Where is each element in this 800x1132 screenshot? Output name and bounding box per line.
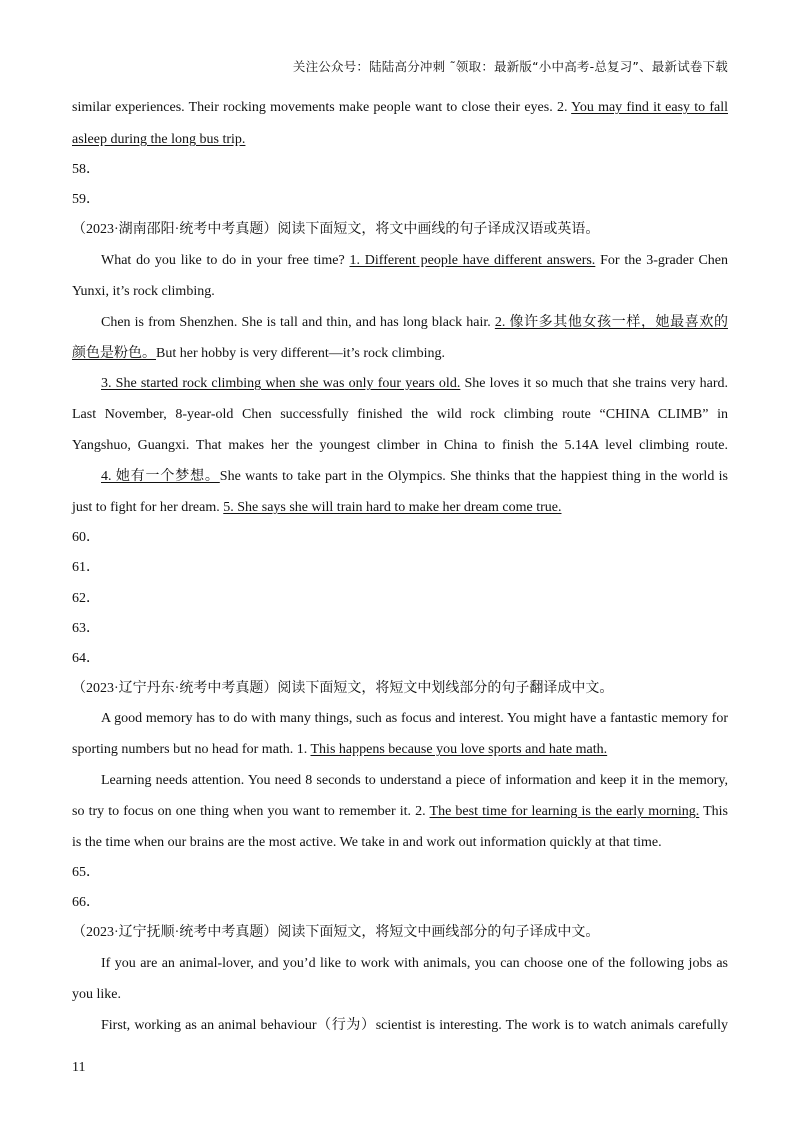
line-text: you like. <box>72 987 121 1002</box>
line-text: Learning needs attention. You need 8 seconds to understand a piece of information and keep it in the memory, <box>101 773 728 788</box>
text-line <box>72 283 728 301</box>
underlined-sentence: The best time for learning is the early morning. <box>429 804 700 819</box>
underlined-sentence: You may find it easy to fall <box>571 100 728 115</box>
line-text: （2023·湖南邵阳·统考中考真题）阅读下面短文，将文中画线的句子译成汉语或英语。 <box>72 222 600 237</box>
text-line <box>72 741 728 759</box>
line-text: similar experiences. Their rocking movements make people want to close their eyes. 2. <box>72 100 572 115</box>
underlined-sentence: 1. Different people have different answers. <box>349 253 596 268</box>
line-text: 60． <box>72 530 100 545</box>
text-line <box>72 620 728 638</box>
text-line <box>72 529 728 547</box>
underlined-sentence: 5. She says she will train hard to make her dream come true. <box>223 500 562 515</box>
text-line <box>101 1017 728 1035</box>
text-line <box>72 161 728 179</box>
line-text: 61． <box>72 560 100 575</box>
text-line <box>72 680 728 698</box>
line-text: 63． <box>72 621 100 636</box>
text-line <box>72 131 728 149</box>
line-text: sporting numbers but no head for math. 1. <box>72 742 311 757</box>
text-line <box>72 590 728 608</box>
text-line <box>72 406 728 424</box>
text-line <box>72 559 728 577</box>
line-text: 65． <box>72 865 100 880</box>
line-text: Yangshuo, Guangxi. That makes her the youngest climber in China to finish the 5.14A level climbing route. <box>72 438 728 453</box>
text-line <box>101 955 728 973</box>
line-text: just to fight for her dream. <box>72 500 224 515</box>
line-text: But her hobby is very different—it’s rock climbing. <box>156 346 446 361</box>
line-text: Yunxi, it’s rock climbing. <box>72 284 215 299</box>
underlined-sentence: 3. She started rock climbing when she was only four years old. <box>101 376 461 391</box>
text-line <box>72 650 728 668</box>
line-text: Last November, 8-year-old Chen successfully finished the wild rock climbing route “CHINA CLIMB” in <box>72 407 728 422</box>
line-text: Chen is from Shenzhen. She is tall and thin, and has long black hair. <box>101 315 495 330</box>
line-text: is the time when our brains are the most active. We take in and work out information quickly at that time. <box>72 835 662 850</box>
line-text: 59． <box>72 192 100 207</box>
text-line <box>72 99 728 117</box>
text-line <box>72 345 728 363</box>
text-line <box>72 191 728 209</box>
line-text: If you are an animal-lover, and you’d like to work with animals, you can choose one of the following jobs as <box>101 956 728 971</box>
underlined-sentence: 2. 像许多其他女孩一样，她最喜欢的 <box>494 315 728 330</box>
line-text: For the 3-grader Chen <box>595 253 728 268</box>
line-text: She wants to take part in the Olympics. She thinks that the happiest thing in the world is <box>219 469 728 484</box>
text-line <box>72 437 728 455</box>
line-text: 62． <box>72 591 100 606</box>
text-line <box>101 710 728 728</box>
underlined-sentence: 4. 她有一个梦想。 <box>101 469 220 484</box>
line-text: 66． <box>72 895 100 910</box>
text-line <box>101 252 728 270</box>
text-line <box>101 375 728 393</box>
line-text: A good memory has to do with many things, such as focus and interest. You might have a fantastic memory for <box>101 711 728 726</box>
line-text: She loves it so much that she trains very hard. <box>460 376 728 391</box>
underlined-sentence: 颜色是粉色。 <box>72 346 156 361</box>
text-line <box>72 221 728 239</box>
text-line <box>101 772 728 790</box>
text-line <box>101 468 728 486</box>
line-text: This <box>699 804 729 819</box>
text-line <box>101 314 728 332</box>
line-text: （2023·辽宁抚顺·统考中考真题）阅读下面短文，将短文中画线部分的句子译成中文。 <box>72 925 600 940</box>
page-header: 关注公众号：陆陆高分冲刺 ˜领取：最新版“小中高考-总复习”、最新试卷下载 <box>292 59 728 74</box>
text-line <box>72 894 728 912</box>
line-text: 58． <box>72 162 100 177</box>
text-line <box>72 834 728 852</box>
text-line <box>72 864 728 882</box>
line-text: What do you like to do in your free time? <box>101 253 350 268</box>
underlined-sentence: This happens because you love sports and hate math. <box>310 742 608 757</box>
line-text: First, working as an animal behaviour（行为）scientist is interesting. The work is to watch animals carefully <box>101 1018 728 1033</box>
underlined-sentence: asleep during the long bus trip. <box>72 132 246 147</box>
text-line <box>72 924 728 942</box>
line-text: so try to focus on one thing when you want to remember it. 2. <box>72 804 430 819</box>
page-number: 11 <box>72 1060 86 1075</box>
line-text: （2023·辽宁丹东·统考中考真题）阅读下面短文，将短文中划线部分的句子翻译成中文。 <box>72 681 614 696</box>
line-text: 64． <box>72 651 100 666</box>
text-line <box>72 499 728 517</box>
text-line <box>72 803 728 821</box>
text-line <box>72 986 728 1004</box>
